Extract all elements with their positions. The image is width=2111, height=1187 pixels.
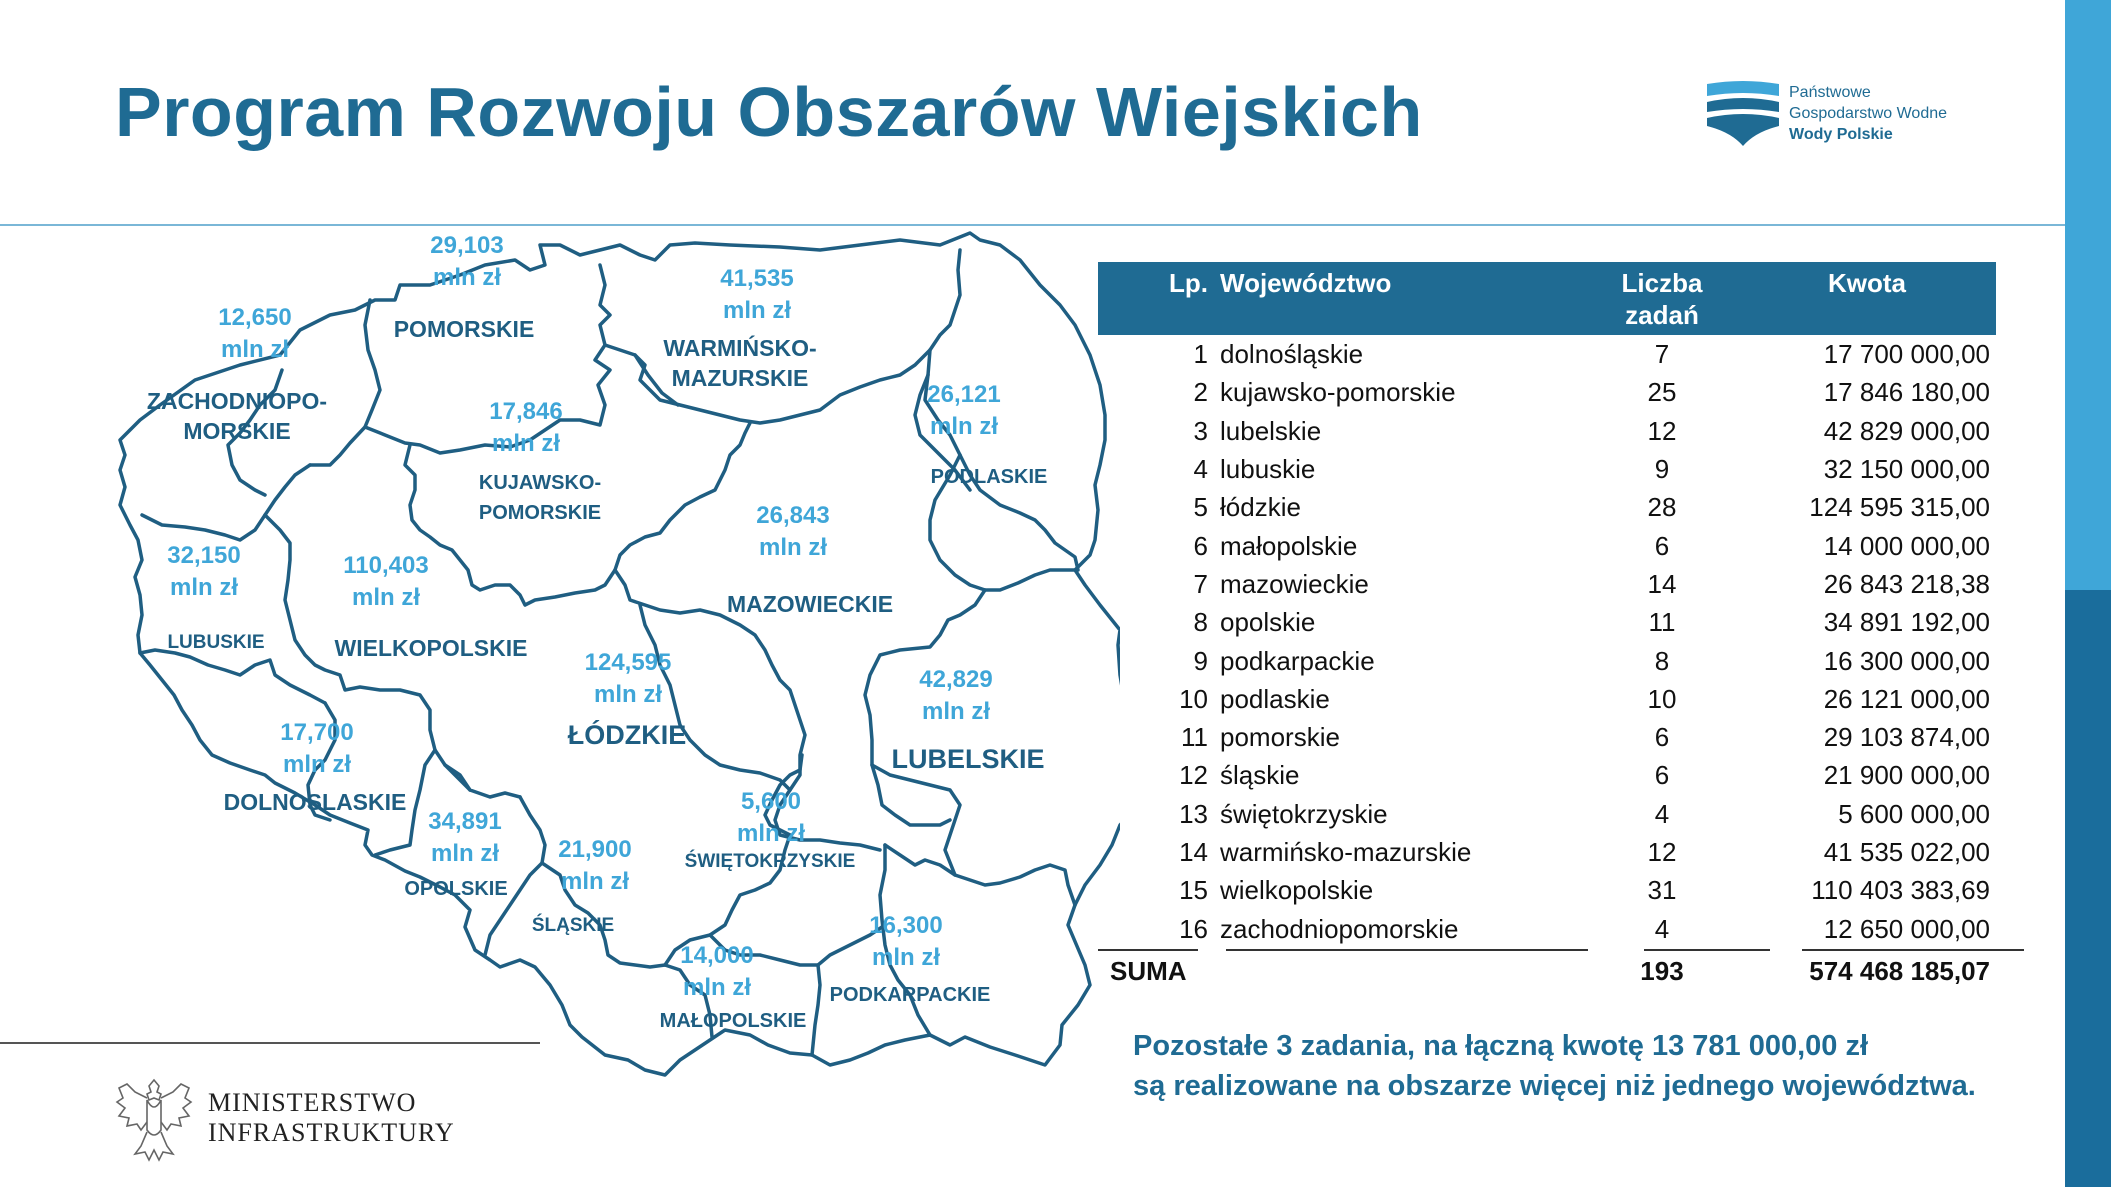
map-name-lubelskie: LUBELSKIE xyxy=(891,744,1045,774)
logo-line-1: Państwowe xyxy=(1789,84,1871,101)
cell-kwota: 41 535 022,00 xyxy=(1823,837,1990,867)
header-kwota: Kwota xyxy=(1738,262,1996,335)
map-value-slaskie xyxy=(558,834,631,898)
table-total-divider xyxy=(1644,949,1770,951)
map-value-number: 14,000 xyxy=(680,942,754,969)
cell-liczba: 7 xyxy=(1654,339,1670,370)
cell-kwota: 26 121 000,00 xyxy=(1823,683,1990,714)
map-value-unit: mln zł xyxy=(491,430,560,457)
cell-lp: 1 xyxy=(1193,339,1208,370)
map-value-number: 42,829 xyxy=(919,666,993,693)
map-value-unit: mln zł xyxy=(921,698,990,725)
cell-lp: 13 xyxy=(1179,798,1208,829)
cell-lp: 5 xyxy=(1193,492,1208,523)
table-row xyxy=(1098,756,1996,794)
map-value-kujawsko-pomorskie xyxy=(489,396,562,460)
table-row xyxy=(1098,412,1996,450)
map-value-number: 17,846 xyxy=(489,398,563,425)
cell-kwota: 34 891 192,00 xyxy=(1823,607,1990,638)
map-name-malopolskie: MAŁOPOLSKIE xyxy=(659,1010,807,1032)
map-name-pomorskie: POMORSKIE xyxy=(393,316,535,342)
logo-line-3: Wody Polskie xyxy=(1789,126,1893,143)
map-name-wielkopolskie: WIELKOPOLSKIE xyxy=(334,635,528,661)
cell-wojewodztwo: podlaskie xyxy=(1220,683,1330,714)
map-value-unit: mln zł xyxy=(220,336,289,363)
cell-kwota: 110 403 383,69 xyxy=(1811,875,1990,906)
header-liczba-zadan xyxy=(1586,262,1738,335)
map-name-lubuskie: LUBUSKIE xyxy=(167,632,265,653)
map-name-line-1: KUJAWSKO- xyxy=(478,472,602,494)
cell-lp: 14 xyxy=(1179,837,1208,867)
cell-kwota: 26 843 218,38 xyxy=(1823,568,1990,599)
sum-kwota: 574 468 185,07 xyxy=(1809,956,1990,987)
map-value-podlaskie xyxy=(927,379,1000,443)
footnote xyxy=(1133,1026,1976,1106)
cell-lp: 9 xyxy=(1193,645,1208,676)
sum-liczba: 193 xyxy=(1640,956,1684,987)
table-row xyxy=(1098,335,1996,373)
map-value-swietokrzyskie xyxy=(737,786,805,850)
map-name-opolskie: OPOLSKIE xyxy=(404,878,508,900)
wody-polskie-logo-icon xyxy=(1705,80,1781,152)
map-value-unit: mln zł xyxy=(758,534,827,561)
map-value-number: 32,150 xyxy=(167,542,241,569)
table-total-divider xyxy=(1098,949,1198,951)
cell-lp: 15 xyxy=(1179,875,1208,906)
table-header-row xyxy=(1098,262,1996,335)
map-value-malopolskie xyxy=(680,940,753,1004)
cell-lp: 2 xyxy=(1193,377,1208,408)
map-value-unit: mln zł xyxy=(169,574,238,601)
map-name-dolnoslaskie: DOLNOSLASKIE xyxy=(223,789,407,815)
ministry-name xyxy=(208,1088,455,1148)
table-row xyxy=(1098,871,1996,909)
table-row xyxy=(1098,526,1996,564)
cell-liczba: 6 xyxy=(1654,760,1670,791)
table-row xyxy=(1098,603,1996,641)
map-name-swietokrzyskie: ŚWIĘTOKRZYSKIE xyxy=(684,851,856,872)
cell-kwota: 124 595 315,00 xyxy=(1809,492,1990,523)
eagle-emblem-icon xyxy=(113,1074,195,1164)
map-name-warminsko-mazurskie xyxy=(663,333,816,393)
footer-divider xyxy=(0,1042,540,1044)
map-name-mazowieckie: MAZOWIECKIE xyxy=(726,591,894,617)
map-value-dolnoslaskie xyxy=(280,717,353,781)
map-value-unit: mln zł xyxy=(430,840,499,867)
map-value-number: 16,300 xyxy=(869,912,943,939)
cell-lp: 7 xyxy=(1193,568,1208,599)
table-total-divider xyxy=(1802,949,2024,951)
cell-lp: 8 xyxy=(1193,607,1208,638)
header-lp: Lp. xyxy=(1098,262,1214,335)
right-accent-bar-top xyxy=(2065,0,2111,590)
map-name-slaskie: ŚLĄSKIE xyxy=(531,915,615,936)
map-value-number: 110,403 xyxy=(343,552,429,579)
cell-lp: 10 xyxy=(1179,683,1208,714)
cell-wojewodztwo: wielkopolskie xyxy=(1220,875,1374,906)
cell-wojewodztwo: opolskie xyxy=(1220,607,1316,638)
table-body xyxy=(1098,335,1996,993)
table-row xyxy=(1098,833,1996,871)
cell-wojewodztwo: podkarpackie xyxy=(1220,645,1375,676)
ministry-line-1: MINISTERSTWO xyxy=(208,1088,417,1117)
cell-liczba: 8 xyxy=(1654,645,1670,676)
cell-liczba: 12 xyxy=(1647,837,1677,867)
page-title: Program Rozwoju Obszarów Wiejskich xyxy=(115,73,1423,151)
table-row xyxy=(1098,641,1996,679)
cell-wojewodztwo: mazowieckie xyxy=(1220,568,1369,599)
map-value-mazowieckie xyxy=(756,500,829,564)
sum-empty xyxy=(1214,949,1586,993)
cell-kwota: 32 150 000,00 xyxy=(1823,454,1990,485)
map-value-number: 124,595 xyxy=(584,649,672,676)
cell-wojewodztwo: świętokrzyskie xyxy=(1220,798,1388,829)
cell-wojewodztwo: lubuskie xyxy=(1220,454,1316,485)
map-value-unit: mln zł xyxy=(432,264,501,291)
cell-kwota: 17 700 000,00 xyxy=(1823,339,1990,370)
cell-lp: 12 xyxy=(1179,760,1208,791)
map-value-unit: mln zł xyxy=(871,944,940,971)
cell-lp: 6 xyxy=(1193,530,1208,561)
cell-liczba: 6 xyxy=(1654,722,1670,753)
map-value-wielkopolskie xyxy=(343,550,428,614)
cell-kwota: 42 829 000,00 xyxy=(1823,415,1990,446)
header-liczba-line-2: zadań xyxy=(1625,300,1699,330)
map-value-number: 34,891 xyxy=(428,808,502,835)
cell-liczba: 31 xyxy=(1647,875,1677,906)
cell-liczba: 4 xyxy=(1654,798,1670,829)
cell-kwota: 5 600 000,00 xyxy=(1838,798,1990,829)
table-total-divider xyxy=(1226,949,1588,951)
map-name-line-2: MORSKIE xyxy=(183,418,291,444)
cell-lp: 11 xyxy=(1181,722,1208,753)
map-name-podlaskie: PODLASKIE xyxy=(930,466,1048,488)
map-name-line-2: MAZURSKIE xyxy=(671,365,809,391)
cell-wojewodztwo: kujawsko-pomorskie xyxy=(1220,377,1456,408)
map-value-number: 26,843 xyxy=(756,502,830,529)
logo-line-2: Gospodarstwo Wodne xyxy=(1789,105,1948,122)
map-value-unit: mln zł xyxy=(351,584,420,611)
map-name-podkarpackie: PODKARPACKIE xyxy=(829,984,991,1006)
map-name-lodzkie: ŁÓDZKIE xyxy=(567,720,687,750)
cell-kwota: 16 300 000,00 xyxy=(1823,645,1990,676)
header-liczba-line-1: Liczba xyxy=(1621,268,1703,298)
cell-kwota: 29 103 874,00 xyxy=(1823,722,1990,753)
map-value-unit: mln zł xyxy=(282,751,351,778)
sum-label: SUMA xyxy=(1110,956,1187,987)
cell-liczba: 6 xyxy=(1654,530,1670,561)
map-value-lubelskie xyxy=(919,664,992,728)
cell-liczba: 28 xyxy=(1647,492,1677,523)
table-row xyxy=(1098,488,1996,526)
footnote-line-1: Pozostałe 3 zadania, na łączną kwotę 13 781 000,00 zł xyxy=(1133,1030,1869,1062)
map-value-unit: mln zł xyxy=(722,297,791,324)
map-value-number: 21,900 xyxy=(558,836,632,863)
map-value-pomorskie xyxy=(430,230,503,294)
right-accent-bar-bottom xyxy=(2065,590,2111,1187)
cell-liczba: 9 xyxy=(1654,454,1670,485)
cell-kwota: 14 000 000,00 xyxy=(1823,530,1990,561)
cell-kwota: 17 846 180,00 xyxy=(1823,377,1990,408)
cell-liczba: 10 xyxy=(1647,683,1677,714)
right-accent-bar xyxy=(2065,0,2111,1187)
map-value-podkarpackie xyxy=(869,910,942,974)
map-name-kujawsko-pomorskie xyxy=(479,468,601,528)
cell-kwota: 21 900 000,00 xyxy=(1823,760,1990,791)
map-name-zachodniopomorskie xyxy=(147,386,327,446)
funding-table xyxy=(1098,262,1996,993)
map-value-warminsko-mazurskie xyxy=(720,263,793,327)
map-value-number: 12,650 xyxy=(218,304,292,331)
map-name-line-2: POMORSKIE xyxy=(478,502,602,524)
map-name-line-1: WARMIŃSKO- xyxy=(663,335,817,361)
cell-wojewodztwo: lubelskie xyxy=(1220,415,1322,446)
cell-lp: 16 xyxy=(1179,914,1208,945)
header-wojewodztwo: Województwo xyxy=(1214,262,1586,335)
table-row xyxy=(1098,565,1996,603)
map-value-unit: mln zł xyxy=(682,974,751,1001)
footnote-line-2: są realizowane na obszarze więcej niż jednego województwa. xyxy=(1133,1070,1976,1102)
map-value-number: 5,600 xyxy=(740,788,802,815)
map-value-lodzkie xyxy=(585,647,672,711)
map-value-unit: mln zł xyxy=(593,681,663,708)
cell-wojewodztwo: pomorskie xyxy=(1220,722,1340,753)
cell-wojewodztwo: zachodniopomorskie xyxy=(1220,914,1459,945)
map-value-number: 29,103 xyxy=(430,232,504,259)
map-value-number: 26,121 xyxy=(927,381,1001,408)
cell-liczba: 12 xyxy=(1647,415,1677,446)
table-row xyxy=(1098,718,1996,756)
cell-wojewodztwo: małopolskie xyxy=(1220,530,1358,561)
cell-kwota: 12 650 000,00 xyxy=(1823,914,1990,945)
cell-wojewodztwo: warmińsko-mazurskie xyxy=(1220,837,1472,867)
table-row xyxy=(1098,450,1996,488)
table-row xyxy=(1098,909,1996,949)
cell-liczba: 11 xyxy=(1648,607,1676,638)
map-value-opolskie xyxy=(428,806,501,870)
map-value-unit: mln zł xyxy=(560,868,629,895)
cell-wojewodztwo: śląskie xyxy=(1220,760,1300,791)
map-value-unit: mln zł xyxy=(929,413,998,440)
table-row xyxy=(1098,680,1996,718)
cell-lp: 3 xyxy=(1193,415,1208,446)
map-value-number: 17,700 xyxy=(280,719,354,746)
table-row xyxy=(1098,795,1996,833)
ministry-line-2: INFRASTRUKTURY xyxy=(208,1118,455,1147)
cell-liczba: 14 xyxy=(1647,568,1677,599)
map-value-lubuskie xyxy=(167,540,240,604)
cell-lp: 4 xyxy=(1193,454,1208,485)
map-value-unit: mln zł xyxy=(736,820,806,847)
map-value-zachodniopomorskie xyxy=(218,302,291,366)
table-sum-row xyxy=(1098,949,1996,993)
table-row xyxy=(1098,373,1996,411)
cell-wojewodztwo: dolnośląskie xyxy=(1220,339,1364,370)
map-value-number: 41,535 xyxy=(720,265,794,292)
map-name-line-1: ZACHODNIOPO- xyxy=(146,388,328,414)
cell-liczba: 25 xyxy=(1647,377,1677,408)
cell-liczba: 4 xyxy=(1654,914,1670,945)
logo-text xyxy=(1789,82,1947,145)
cell-wojewodztwo: łódzkie xyxy=(1220,492,1301,523)
